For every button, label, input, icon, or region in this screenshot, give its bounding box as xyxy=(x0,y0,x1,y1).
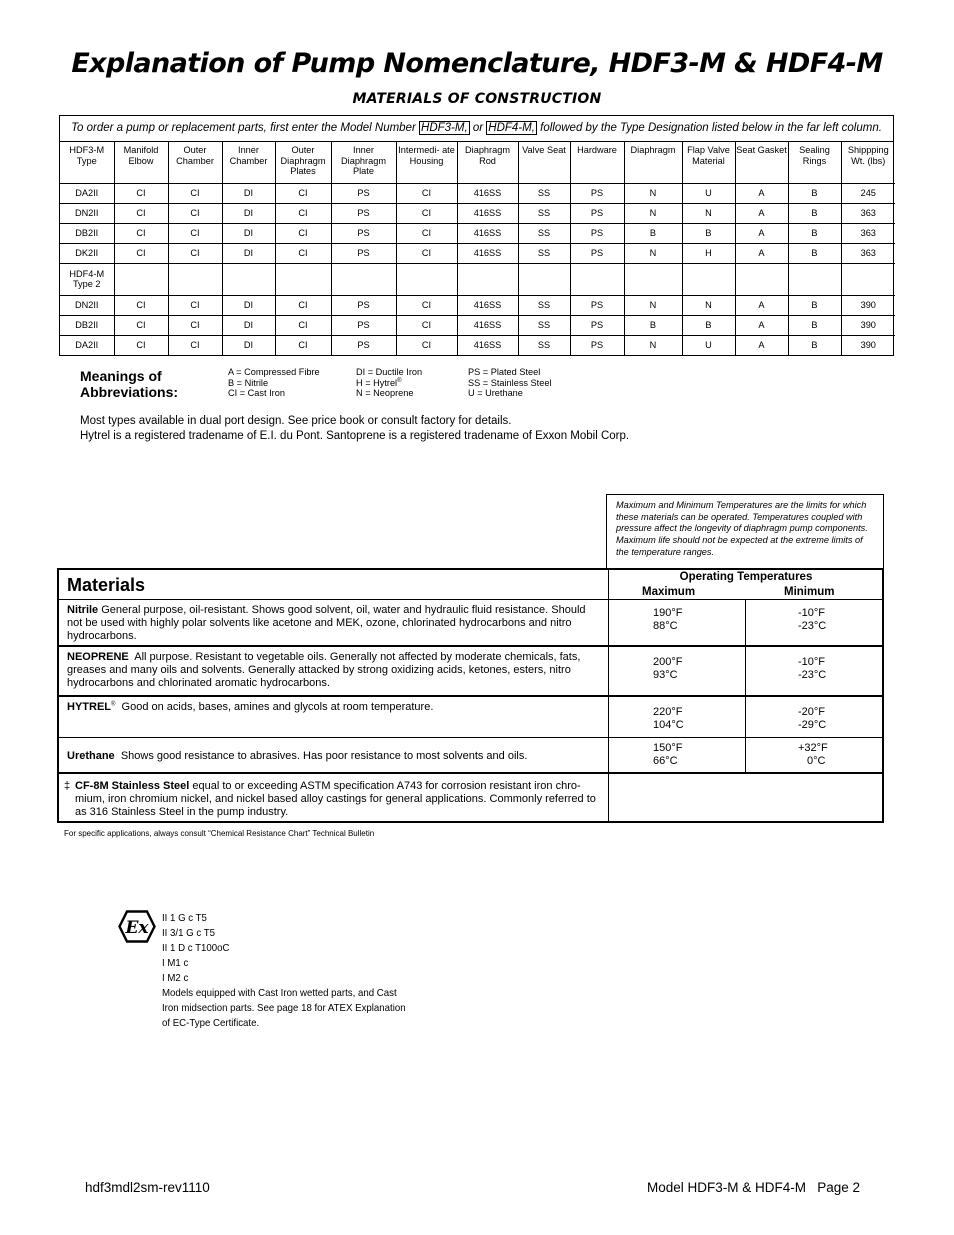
table-cell: PS xyxy=(331,203,396,223)
table-cell: 416SS xyxy=(457,223,518,243)
table-cell: CI xyxy=(114,295,168,315)
table-cell: CI xyxy=(396,335,457,355)
table-cell: CI xyxy=(396,203,457,223)
model-hdf4-box: HDF4-M, xyxy=(488,122,535,134)
table-cell: 416SS xyxy=(457,315,518,335)
table-cell: DI xyxy=(222,295,275,315)
table-cell: PS xyxy=(331,243,396,263)
table-cell xyxy=(735,263,788,295)
material-row-urethane: Urethane Shows good resistance to abrasives. Has poor resistance to most solvents and oils. 150°F 66°C +32°F 0°C xyxy=(59,738,882,774)
table-cell xyxy=(331,263,396,295)
table-cell: H xyxy=(682,243,735,263)
type-designation-cell: DB2II xyxy=(60,223,114,243)
table-cell: 416SS xyxy=(457,335,518,355)
table-cell: CI xyxy=(275,295,331,315)
materials-table xyxy=(57,568,884,823)
table-cell xyxy=(222,263,275,295)
table-cell: CI xyxy=(168,315,222,335)
table-cell: B xyxy=(788,295,841,315)
table-cell: DI xyxy=(222,335,275,355)
table-cell: B xyxy=(788,183,841,203)
table-cell: B xyxy=(788,335,841,355)
dual-port-note: Most types available in dual port design. See price book or consult factory for details. xyxy=(80,415,512,427)
table-cell: B xyxy=(788,315,841,335)
table-cell xyxy=(457,263,518,295)
table-cell: CI xyxy=(396,243,457,263)
column-header: Shippping Wt. (lbs) xyxy=(841,142,895,183)
table-row xyxy=(60,183,895,203)
column-header: HDF3-M Type xyxy=(60,142,114,183)
table-cell: A xyxy=(735,243,788,263)
table-cell: 416SS xyxy=(457,203,518,223)
column-header: Sealing Rings xyxy=(788,142,841,183)
abbreviations-col-3: PS = Plated Steel SS = Stainless Steel U = Urethane xyxy=(468,367,552,399)
table-cell: CI xyxy=(275,183,331,203)
column-header: Outer Chamber xyxy=(168,142,222,183)
table-cell: A xyxy=(735,295,788,315)
type-designation-table xyxy=(60,142,895,355)
table-cell: DI xyxy=(222,223,275,243)
table-cell: N xyxy=(624,183,682,203)
table-cell: A xyxy=(735,335,788,355)
table-row xyxy=(60,335,895,355)
table-cell: DI xyxy=(222,243,275,263)
hdf4m-type2-separator-row xyxy=(60,263,895,295)
column-header: Outer Diaphragm Plates xyxy=(275,142,331,183)
table-cell: PS xyxy=(570,223,624,243)
table-cell: A xyxy=(735,203,788,223)
table-cell: CI xyxy=(114,315,168,335)
table-cell: N xyxy=(624,295,682,315)
table-cell xyxy=(841,263,895,295)
table-cell: CI xyxy=(168,203,222,223)
table-cell: CI xyxy=(168,335,222,355)
table-cell: CI xyxy=(275,223,331,243)
table-cell: PS xyxy=(570,315,624,335)
column-header: Flap Valve Material xyxy=(682,142,735,183)
nomenclature-table xyxy=(59,115,894,356)
document-id: hdf3mdl2sm-rev1110 xyxy=(85,1180,210,1195)
material-row-nitrile: Nitrile General purpose, oil-resistant. Shows good solvent, oil, water and hydraulic fluid resistance. Should not be used with highly polar solvents like acetone and MEK, ozone, chlorinated hydrocarbons and nitro hydrocarbons. 190°F 88°C -10°F -23°C xyxy=(59,600,882,647)
table-cell: CI xyxy=(396,295,457,315)
table-cell: U xyxy=(682,183,735,203)
table-cell: PS xyxy=(331,183,396,203)
material-row-neoprene: NEOPRENE All purpose. Resistant to vegetable oils. Generally not affected by moderate chemicals, fats, greases and many oils and solvents. Generally attacked by strong oxidizing acids, ketones, esters, nitro hydrocarbons and chlorinated aromatic hydrocarbons. 200°F 93°C -10°F -23°C xyxy=(59,647,882,697)
table-cell: CI xyxy=(396,315,457,335)
table-cell: CI xyxy=(168,243,222,263)
table-cell: CI xyxy=(114,183,168,203)
ex-hexagon-icon xyxy=(118,910,156,943)
column-header: Inner Diaphragm Plate xyxy=(331,142,396,183)
table-cell: A xyxy=(735,183,788,203)
table-cell xyxy=(570,263,624,295)
table-cell xyxy=(518,263,570,295)
table-cell: CI xyxy=(114,223,168,243)
hdf4m-type2-label: HDF4-M Type 2 xyxy=(60,263,114,295)
column-header: Intermedi- ate Housing xyxy=(396,142,457,183)
table-cell: B xyxy=(624,223,682,243)
table-cell: CI xyxy=(114,335,168,355)
abbreviations-title: Meanings of Abbreviations: xyxy=(80,368,179,400)
table-cell: N xyxy=(624,243,682,263)
abbreviations-col-2: DI = Ductile Iron H = Hytrel® N = Neoprene xyxy=(356,367,423,399)
type-designation-cell: DA2II xyxy=(60,183,114,203)
table-cell: SS xyxy=(518,183,570,203)
table-cell: B xyxy=(624,315,682,335)
column-header: Diaphragm Rod xyxy=(457,142,518,183)
table-cell: 416SS xyxy=(457,243,518,263)
type-designation-cell: DN2II xyxy=(60,203,114,223)
table-cell: N xyxy=(682,295,735,315)
table-cell: N xyxy=(624,335,682,355)
abbreviations-col-1: A = Compressed Fibre B = Nitrile CI = Cast Iron xyxy=(228,367,320,399)
table-cell: DI xyxy=(222,203,275,223)
table-cell: SS xyxy=(518,203,570,223)
material-row-hytrel: HYTREL® Good on acids, bases, amines and glycols at room temperature. 220°F 104°C -20°F -29°C xyxy=(59,697,882,738)
chemical-resistance-note: For specific applications, always consult “Chemical Resistance Chart” Technical Bulletin xyxy=(64,829,375,838)
table-cell: CI xyxy=(275,243,331,263)
maximum-label: Maximum xyxy=(642,586,696,598)
table-cell: PS xyxy=(331,223,396,243)
table-cell: SS xyxy=(518,243,570,263)
type-designation-cell: DB2II xyxy=(60,315,114,335)
table-cell: A xyxy=(735,315,788,335)
table-cell: DI xyxy=(222,315,275,335)
dagger-symbol: ‡ xyxy=(64,780,71,792)
table-cell: 363 xyxy=(841,223,895,243)
table-cell: CI xyxy=(114,203,168,223)
table-cell: CI xyxy=(168,295,222,315)
table-cell: CI xyxy=(275,203,331,223)
table-cell: PS xyxy=(331,295,396,315)
table-row xyxy=(60,243,895,263)
table-cell: CI xyxy=(275,335,331,355)
atex-certification: II 1 G c T5 II 3/1 G c T5 II 1 D c T100oC I M1 c I M2 c Models equipped with Cast Iron wetted parts, and Cast Iron midsection parts. See page 18 for ATEX Explanation of EC-Type Certificate. xyxy=(162,912,406,1029)
table-cell xyxy=(624,263,682,295)
table-cell: 390 xyxy=(841,315,895,335)
table-cell: CI xyxy=(114,243,168,263)
table-cell: PS xyxy=(570,295,624,315)
type-designation-cell: DN2II xyxy=(60,295,114,315)
model-hdf3-box: HDF3-M, xyxy=(421,122,468,134)
column-header: Seat Gasket xyxy=(735,142,788,183)
table-cell xyxy=(275,263,331,295)
table-cell: SS xyxy=(518,315,570,335)
table-row xyxy=(60,223,895,243)
table-cell: B xyxy=(788,223,841,243)
type-designation-cell: DK2II xyxy=(60,243,114,263)
table-cell: 390 xyxy=(841,295,895,315)
table-cell xyxy=(168,263,222,295)
table-row xyxy=(60,315,895,335)
table-cell: 416SS xyxy=(457,183,518,203)
table-cell xyxy=(788,263,841,295)
column-header: Hardware xyxy=(570,142,624,183)
table-cell: PS xyxy=(570,335,624,355)
page-title: Explanation of Pump Nomenclature, HDF3-M & HDF4-M xyxy=(71,48,883,79)
table-cell: 390 xyxy=(841,335,895,355)
material-row-cf8m: ‡ CF-8M Stainless Steel equal to or exceeding ASTM specification A743 for corrosion resistant iron chro- mium, iron chromium nickel, and nickel based alloy castings for general applications. Commonly referred to as 316 Stainless Steel in the pump industry. xyxy=(59,774,882,821)
table-cell: PS xyxy=(570,203,624,223)
table-row xyxy=(60,203,895,223)
table-cell xyxy=(682,263,735,295)
table-cell: B xyxy=(682,315,735,335)
table-cell: 363 xyxy=(841,203,895,223)
table-cell: SS xyxy=(518,295,570,315)
table-cell: PS xyxy=(331,335,396,355)
table-cell: CI xyxy=(396,223,457,243)
table-cell: 245 xyxy=(841,183,895,203)
table-cell: 363 xyxy=(841,243,895,263)
table-cell: A xyxy=(735,223,788,243)
table-cell: B xyxy=(788,243,841,263)
operating-temperatures-header: Operating Temperatures Maximum Minimum xyxy=(608,570,882,600)
table-cell: PS xyxy=(570,243,624,263)
table-cell: SS xyxy=(518,223,570,243)
table-cell: 416SS xyxy=(457,295,518,315)
temperature-limits-note: Maximum and Minimum Temperatures are the limits for which these materials can be operated. Temperatures coupled with pressure affect the longevity of diaphragm pump components. Maximum life should not be expected at the extreme limits of the temperature ranges. xyxy=(606,494,884,569)
table-cell: N xyxy=(682,203,735,223)
svg-text:Ex: Ex xyxy=(125,918,149,938)
footer-page-info: Model HDF3-M & HDF4-M Page 2 xyxy=(647,1180,861,1195)
table-cell: PS xyxy=(570,183,624,203)
column-header: Manifold Elbow xyxy=(114,142,168,183)
table-cell: CI xyxy=(275,315,331,335)
column-header: Diaphragm xyxy=(624,142,682,183)
order-instructions: To order a pump or replacement parts, first enter the Model Number HDF3-M, or HDF4-M, followed by the Type Designation listed below in the far left column. xyxy=(60,116,893,142)
table-cell: SS xyxy=(518,335,570,355)
column-header: Valve Seat xyxy=(518,142,570,183)
table-cell xyxy=(396,263,457,295)
trademark-note: Hytrel is a registered tradename of E.I. du Pont. Santoprene is a registered tradename of Exxon Mobil Corp. xyxy=(80,430,630,442)
minimum-label: Minimum xyxy=(784,586,835,598)
table-row xyxy=(60,295,895,315)
materials-heading: Materials xyxy=(59,570,608,600)
table-cell: PS xyxy=(331,315,396,335)
table-cell xyxy=(114,263,168,295)
table-cell: DI xyxy=(222,183,275,203)
table-cell: N xyxy=(624,203,682,223)
table-cell: U xyxy=(682,335,735,355)
table-cell: CI xyxy=(168,183,222,203)
table-cell: CI xyxy=(396,183,457,203)
table-cell: CI xyxy=(168,223,222,243)
table-cell: B xyxy=(682,223,735,243)
type-designation-cell: DA2II xyxy=(60,335,114,355)
column-header: Inner Chamber xyxy=(222,142,275,183)
section-subtitle: MATERIALS OF CONSTRUCTION xyxy=(352,91,602,107)
table-cell: B xyxy=(788,203,841,223)
